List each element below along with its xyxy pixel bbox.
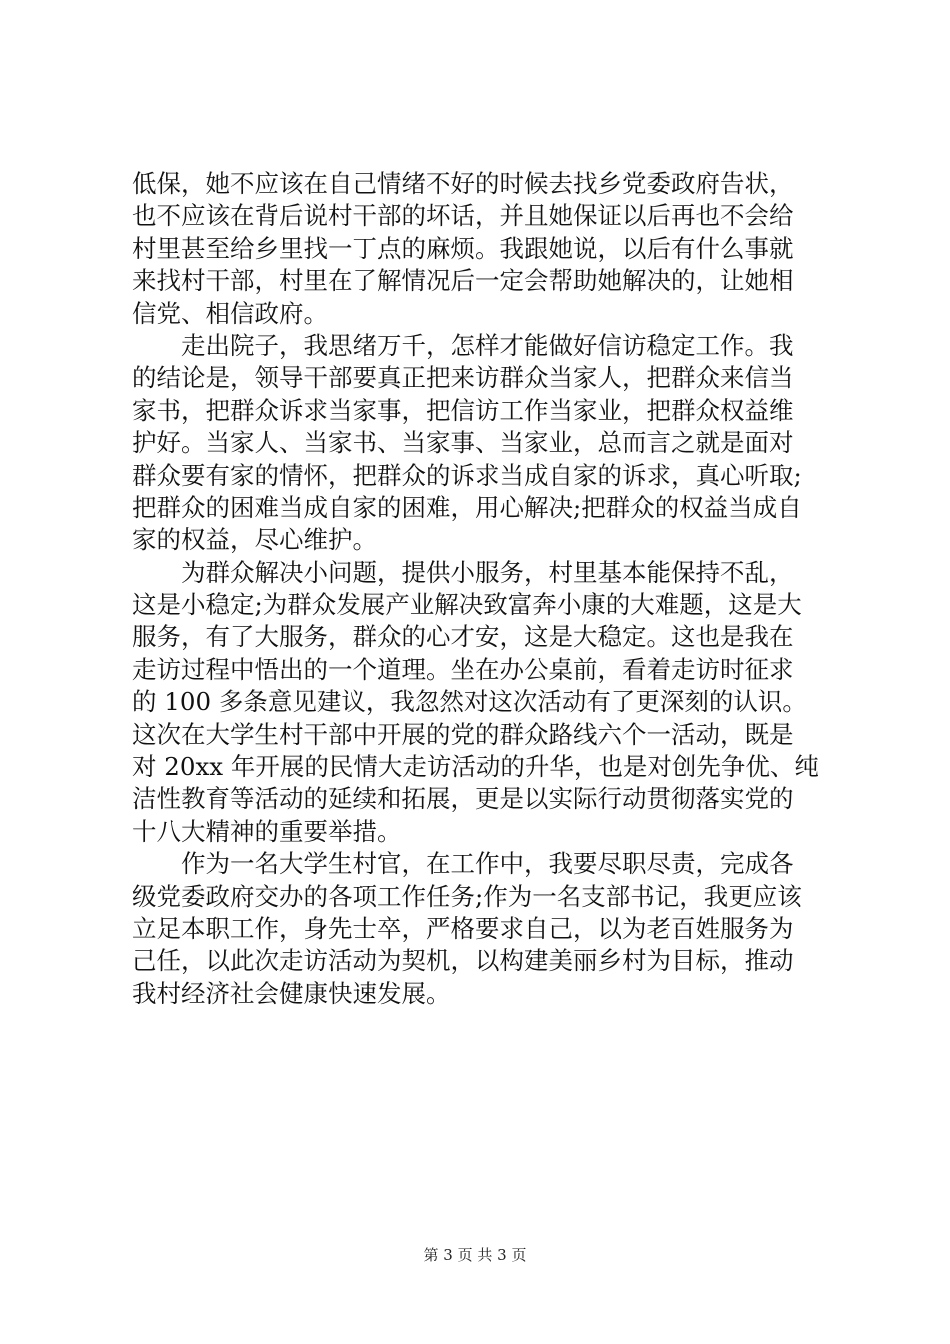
- text-line: 我村经济社会健康快速发展。: [132, 978, 451, 1008]
- text-line: 己任，以此次走访活动为契机，以构建美丽乡村为目标，推动: [132, 946, 794, 976]
- text-line: 村里甚至给乡里找一丁点的麻烦。我跟她说，以后有什么事就: [132, 233, 794, 263]
- text-line: 作为一名大学生村官，在工作中，我要尽职尽责，完成各: [132, 849, 794, 879]
- text-line: 把群众的困难当成自家的困难，用心解决;把群众的权益当成自: [132, 492, 802, 522]
- document-body: [132, 168, 832, 1010]
- page-number-label: 第 3 页 共 3 页: [423, 1246, 527, 1264]
- text-line: 信党、相信政府。: [132, 298, 328, 328]
- text-line: 这是小稳定;为群众发展产业解决致富奔小康的大难题，这是大: [132, 590, 802, 620]
- text-line: 对 20xx 年开展的民情大走访活动的升华，也是对创先争优、纯: [132, 752, 819, 782]
- text-line: 走访过程中悟出的一个道理。坐在办公桌前，看着走访时征求: [132, 654, 794, 684]
- text-line: 级党委政府交办的各项工作任务;作为一名支部书记，我更应该: [132, 881, 802, 911]
- text-line: 服务，有了大服务，群众的心才安，这是大稳定。这也是我在: [132, 622, 794, 652]
- text-line: 走出院子，我思绪万千，怎样才能做好信访稳定工作。我: [132, 330, 794, 360]
- text-line: 洁性教育等活动的延续和拓展，更是以实际行动贯彻落实党的: [132, 784, 794, 814]
- text-line: 的 100 多条意见建议，我忽然对这次活动有了更深刻的认识。: [132, 687, 807, 717]
- text-line: 护好。当家人、当家书、当家事、当家业，总而言之就是面对: [132, 428, 794, 458]
- text-line: 家书，把群众诉求当家事，把信访工作当家业，把群众权益维: [132, 395, 794, 425]
- text-line: 来找村干部，村里在了解情况后一定会帮助她解决的，让她相: [132, 266, 794, 296]
- text-line: 这次在大学生村干部中开展的党的群众路线六个一活动，既是: [132, 719, 794, 749]
- text-line: 的结论是，领导干部要真正把来访群众当家人，把群众来信当: [132, 363, 794, 393]
- text-line: 十八大精神的重要举措。: [132, 816, 402, 846]
- page-footer: [0, 1244, 950, 1265]
- text-line: 立足本职工作，身先士卒，严格要求自己，以为老百姓服务为: [132, 913, 794, 943]
- text-line: 也不应该在背后说村干部的坏话，并且她保证以后再也不会给: [132, 201, 794, 231]
- text-line: 家的权益，尽心维护。: [132, 525, 377, 555]
- text-line: 低保，她不应该在自己情绪不好的时候去找乡党委政府告状，: [132, 169, 794, 198]
- text-line: 为群众解决小问题，提供小服务，村里基本能保持不乱，: [132, 557, 794, 587]
- text-line: 群众要有家的情怀，把群众的诉求当成自家的诉求，真心听取;: [132, 460, 802, 490]
